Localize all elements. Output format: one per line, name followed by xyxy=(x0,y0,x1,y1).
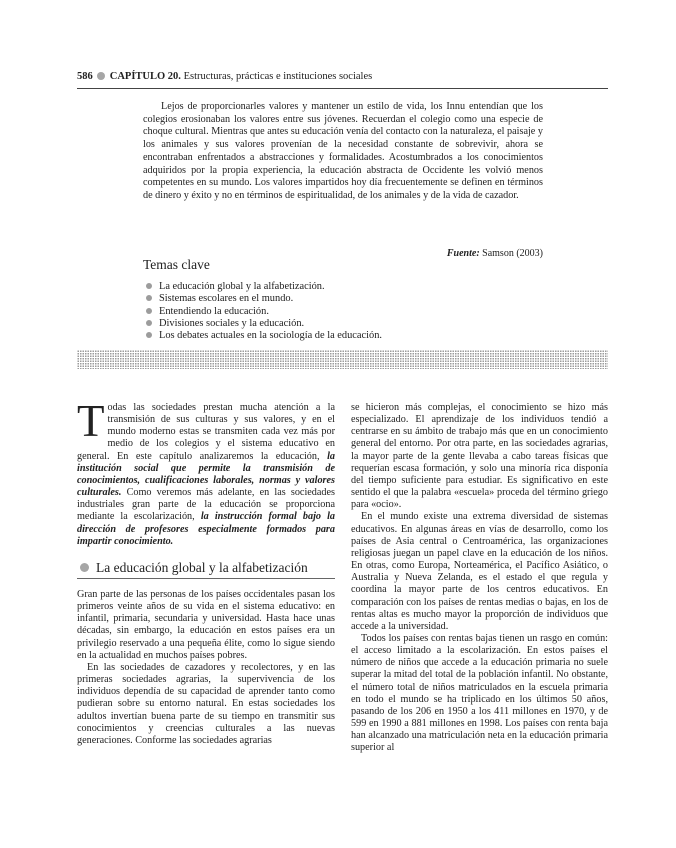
bullet-icon xyxy=(146,283,152,289)
source-label: Fuente: xyxy=(446,248,480,259)
right-paragraph-1: se hicieron más complejas, el conocimiento se hizo más especializado. El aprendizaje de los individuos tendió a centrarse en su ámbito de trabajo más que en un conocimiento general del entorno. Por otra parte, en las sociedades agrarias, la mayor parte de la gente llevaba a cabo tareas físicas que requerían escasa formación, y solo una minoría rica disponía del tiempo suficiente para estudiar. Es significativo en este sentido el que la palabra «escuela» proceda del término griego para «ocio». xyxy=(351,402,608,511)
section-heading xyxy=(80,560,308,576)
right-paragraph-2: En el mundo existe una extrema diversidad de sistemas educativos. En algunas áreas en vías de desarrollo, como los países de Asia central o Centroamérica, las organizaciones religiosas juegan un papel clave en la educación de los niños. En otras, como Europa, Norteamérica, el Pacífico Asiático, o Australia y Nueva Zelanda, es el estado el que regula y coordina la mayor parte de los centros educativos. En comparación con los países de rentas medias o bajas, en los de rentas altas es mucho mayor la proporción de individuos que accede a la universidad. xyxy=(351,511,608,632)
section-paragraph-1: Gran parte de las personas de los países occidentales pasan los primeros veinte años de su vida en el sistema educativo: en infantil, primaria, secundaria y universidad. Hasta hace unas décadas, sin embargo, la educación en estos países era un privilegio reservado a una pequeña élite, como lo sigue siendo en la actualidad en muchos países pobres. xyxy=(77,589,335,661)
source-value: Samson (2003) xyxy=(482,248,543,259)
right-column xyxy=(351,402,608,755)
bullet-icon xyxy=(146,332,152,338)
section-rule xyxy=(77,578,335,579)
header-rule xyxy=(77,88,608,89)
quote-block xyxy=(143,101,543,203)
section-paragraph-2: En las sociedades de cazadores y recolectores, y en las primeras sociedades agrarias, la supervivencia de los individuos dependía de su capacidad de aprender tanto como pudieran sobre su entorno natural. En estas sociedades los adultos invertían buena parte de su tiempo en transmitir sus conocimientos y creencias culturales a las nuevas generaciones. Conforme las sociedades agrarias xyxy=(77,661,335,746)
list-item: Divisiones sociales y la educación. xyxy=(146,318,546,330)
quote-text: Lejos de proporcionarles valores y mantener un estilo de vida, los Innu entendían que los colegios erosionaban los valores entre sus jóvenes. Recuerdan el colegio como una especie de choque cultural. Mientras que antes su educación venía del contacto con la naturaleza, el paisaje y los animales y sus valores provenían de la necesidad constante de sobrevivir, ahora se encontraban enfrentados a abstracciones y formalidades. Acostumbrados a los conocimientos adquiridos por la propia experiencia, la educación abstracta de Occidente les volvió menos competentes en su mundo. Los valores impartidos hoy día frecuentemente se definen en términos de dinero y éxito y no en términos de espiritualidad, de los animales y de la vida de cazador. xyxy=(143,101,543,201)
bullet-icon xyxy=(146,308,152,314)
page-number: 586 xyxy=(77,71,93,82)
chapter-label: CAPÍTULO 20. xyxy=(109,71,181,82)
bullet-icon xyxy=(146,320,152,326)
list-item: Sistemas escolares en el mundo. xyxy=(146,293,546,305)
temas-clave-list xyxy=(146,281,546,342)
list-item: Los debates actuales en la sociología de la educación. xyxy=(146,330,546,342)
chapter-title: Estructuras, prácticas e instituciones sociales xyxy=(183,71,373,82)
right-paragraph-3: Todos los países con rentas bajas tienen un rasgo en común: el acceso limitado a la escolarización. En estos países el número de niños que accede a la educación primaria no suele superar la mitad del total de la población infantil. No obstante, el número total de niños matriculados en la escuela primaria en todo el mundo se ha triplicado en los últimos 50 años, pasando de los 206 en 1950 a los 411 millones en 1970, y de 599 en 1990 a 881 millones en 1998. Los países con renta baja han alcanzado una matriculación neta en la educación primaria superior al xyxy=(351,632,608,754)
section-title: La educación global y la alfabetización xyxy=(96,560,308,575)
intro-text-1: odas las sociedades prestan mucha atención a la transmisión de sus culturas y sus valores, y en el mundo moderno estas se transmiten cada vez más por medio de los colegios y el sistema educativo en general. En este capítulo analizaremos la educación, xyxy=(77,402,335,462)
list-item: La educación global y la alfabetización. xyxy=(146,281,546,293)
definition-escolarizacion: la instrucción formal bajo la dirección de profesores especialmente formados para impartir conocimiento. xyxy=(77,511,336,547)
definition-educacion: la institución social que permite la transmisión de conocimientos, cualificaciones laborales, normas y valores culturales. xyxy=(77,450,335,499)
list-item: Entendiendo la educación. xyxy=(146,306,546,318)
bullet-icon xyxy=(146,295,152,301)
section-body xyxy=(77,589,335,747)
intro-paragraph xyxy=(77,396,336,548)
dotted-separator-band xyxy=(77,350,608,369)
header-bullet-icon xyxy=(97,72,105,80)
temas-clave-title: Temas clave xyxy=(143,257,210,272)
section-bullet-icon xyxy=(80,563,89,572)
running-header xyxy=(77,70,608,84)
drop-cap: T xyxy=(77,396,105,446)
intro-text-2: Como veremos más adelante, en las sociedades industriales gran parte de la educación se proporciona mediante la escolarización, xyxy=(77,487,335,523)
